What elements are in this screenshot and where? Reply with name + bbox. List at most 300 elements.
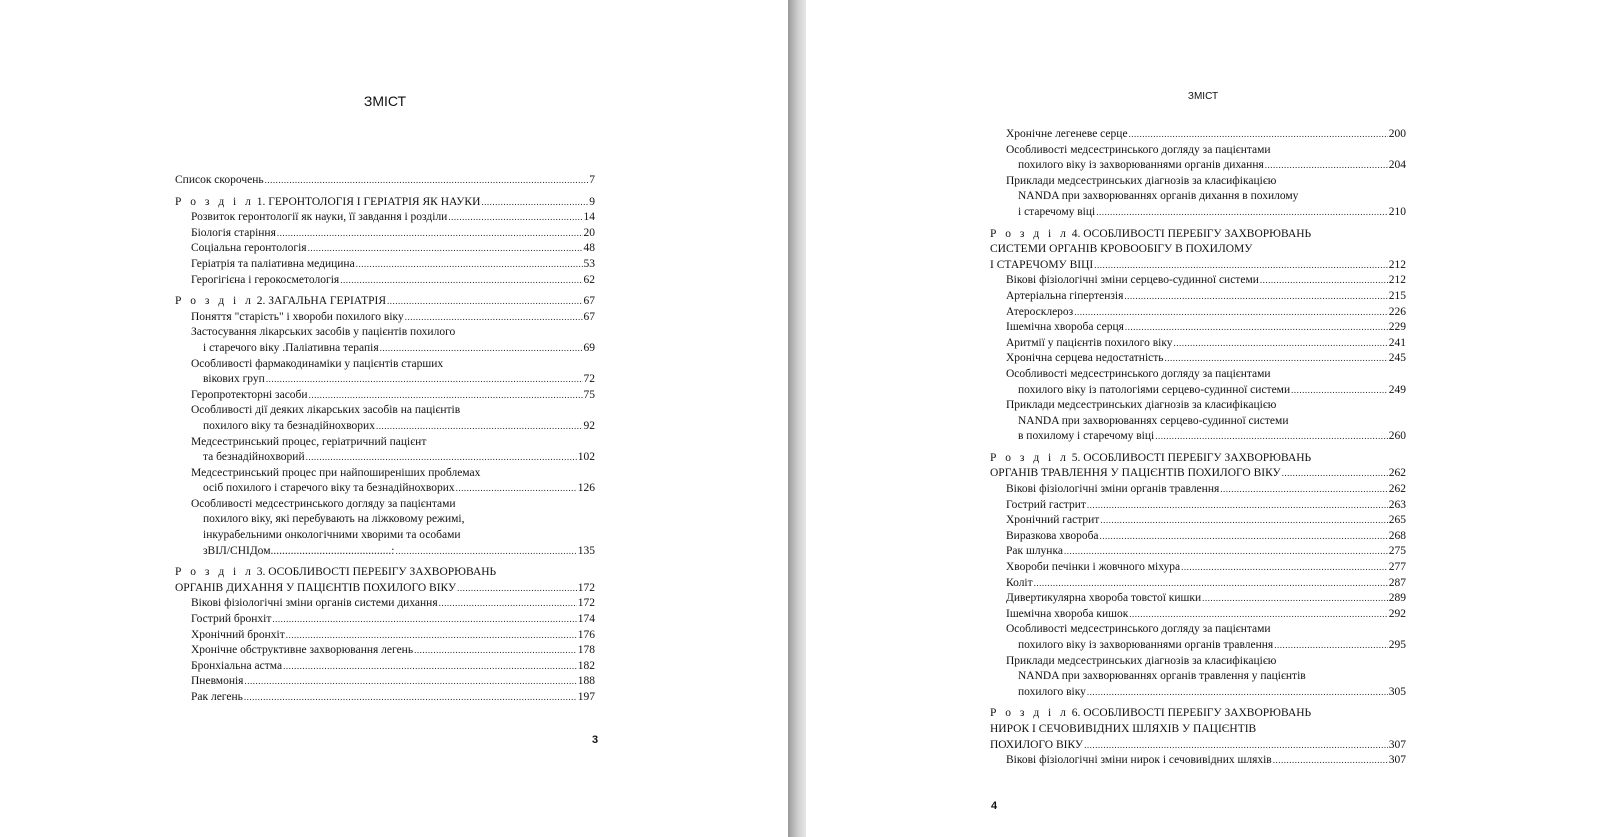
toc-entry-title bbox=[1006, 482, 1219, 498]
dot-leader bbox=[1100, 529, 1388, 545]
toc-page-number: 277 bbox=[1388, 561, 1406, 574]
dot-leader bbox=[405, 310, 583, 326]
toc-entry bbox=[175, 195, 595, 211]
toc-entry-text: Особливості дії деяких лікарських засобів на пацієнтів bbox=[191, 404, 461, 417]
toc-entry bbox=[990, 429, 1406, 445]
toc-page-number: 62 bbox=[583, 273, 595, 286]
toc-page-number: 210 bbox=[1388, 205, 1406, 218]
toc-entry-text: Медсестринський процес при найпоширеніших проблемах bbox=[191, 466, 481, 479]
toc-page-number: 265 bbox=[1388, 514, 1406, 527]
toc-entry bbox=[990, 753, 1406, 769]
dot-leader bbox=[1174, 336, 1388, 352]
toc-entry-text: ПОХИЛОГО ВІКУ bbox=[990, 738, 1084, 751]
dot-leader bbox=[265, 173, 589, 189]
page-title: ЗМІСТ bbox=[1187, 91, 1219, 102]
toc-entry-title bbox=[1018, 415, 1288, 427]
toc-entry-text: Хронічне обструктивне захворювання легень bbox=[191, 644, 414, 657]
section-label: Р о з д і л bbox=[175, 566, 254, 579]
toc-entry-text: Приклади медсестринських діагнозів за класифікацією bbox=[1006, 399, 1277, 412]
toc-entry bbox=[990, 205, 1406, 221]
toc-entry-line bbox=[990, 722, 1406, 738]
toc-page-number: 9 bbox=[589, 195, 595, 208]
dot-leader bbox=[266, 372, 583, 388]
toc-page-number: 307 bbox=[1388, 738, 1406, 751]
toc-page-number: 69 bbox=[583, 341, 595, 354]
dot-leader bbox=[1129, 127, 1388, 143]
toc-entry-text: Особливості фармакодинаміки у пацієнтів старших bbox=[191, 357, 444, 370]
dot-leader bbox=[1273, 753, 1388, 769]
toc-entry-title bbox=[1018, 190, 1298, 202]
toc-entry-text: Особливості медсестринського догляду за пацієнтами bbox=[1006, 623, 1271, 636]
toc-page-number: 305 bbox=[1388, 685, 1406, 698]
toc-entry bbox=[175, 294, 595, 310]
toc-page-number: 215 bbox=[1388, 289, 1406, 302]
toc-page-number: 289 bbox=[1388, 592, 1406, 605]
toc-entry-text: Аритмії у пацієнтів похилого віку bbox=[1006, 336, 1173, 349]
toc-entry-text: похилого віку із патологіями серцево-судинної системи bbox=[1018, 383, 1291, 396]
toc-entry-text: Особливості медсестринського догляду за пацієнтами bbox=[1006, 143, 1271, 156]
toc-entry-text: і старечому віці bbox=[1018, 205, 1096, 218]
dot-leader bbox=[1220, 482, 1387, 498]
toc-entry-title bbox=[203, 372, 265, 388]
toc-entry-title bbox=[203, 529, 461, 541]
toc-entry-title bbox=[1018, 205, 1095, 221]
table-of-contents bbox=[990, 127, 1406, 769]
toc-page-number: 20 bbox=[583, 226, 595, 239]
toc-entry bbox=[990, 258, 1406, 274]
toc-entry bbox=[175, 643, 595, 659]
toc-entry-title bbox=[203, 513, 465, 525]
toc-page-number: 200 bbox=[1388, 128, 1406, 140]
dot-leader bbox=[244, 674, 576, 690]
toc-entry bbox=[175, 341, 595, 357]
toc-page-number: 102 bbox=[577, 451, 595, 464]
toc-entry-title bbox=[1018, 429, 1154, 445]
toc-entry bbox=[990, 273, 1406, 289]
dot-leader bbox=[1094, 258, 1388, 274]
toc-entry-title bbox=[191, 659, 282, 675]
toc-entry-text: Герогігієна і герокосметологія bbox=[191, 273, 340, 286]
page-number: 3 bbox=[592, 734, 599, 746]
toc-entry-text: Застосування лікарських засобів у пацієнтів похилого bbox=[191, 326, 456, 339]
dot-leader bbox=[1165, 351, 1388, 367]
toc-entry-text: Біологія старіння bbox=[191, 226, 276, 239]
toc-entry bbox=[990, 685, 1406, 701]
toc-entry-line bbox=[990, 143, 1406, 159]
toc-entry-text: Геріатрія та паліативна медицина bbox=[191, 257, 355, 270]
dot-leader bbox=[1084, 738, 1388, 754]
toc-entry-title bbox=[1006, 289, 1123, 305]
toc-entry-text: інкурабельними онкологічними хворими та особами bbox=[203, 529, 461, 542]
toc-entry bbox=[175, 674, 595, 690]
toc-entry-title bbox=[1018, 670, 1306, 682]
toc-entry-text: 1. ГЕРОНТОЛОГІЯ І ГЕРІАТРІЯ ЯК НАУКИ bbox=[253, 195, 481, 208]
toc-entry-text: Хвороби печінки і жовчного міхура bbox=[1006, 561, 1181, 574]
toc-entry-line bbox=[990, 398, 1406, 414]
toc-entry-title bbox=[175, 195, 480, 211]
toc-page-number: 174 bbox=[577, 613, 595, 626]
dot-leader bbox=[448, 210, 582, 226]
toc-entry-title bbox=[191, 388, 308, 404]
toc-entry bbox=[990, 336, 1406, 352]
toc-page-number: 178 bbox=[577, 644, 595, 657]
toc-entry-title bbox=[1006, 498, 1086, 514]
dot-leader bbox=[376, 419, 583, 435]
toc-page-number: 287 bbox=[1388, 576, 1406, 589]
toc-entry-text: Гострий гастрит bbox=[1006, 498, 1086, 511]
toc-entry-text: Вікові фізіологічні зміни органів системи дихання bbox=[191, 597, 438, 610]
toc-entry-line bbox=[990, 189, 1406, 205]
toc-entry-line bbox=[175, 528, 595, 544]
toc-entry-line bbox=[990, 622, 1406, 638]
toc-entry-title bbox=[191, 498, 456, 510]
toc-entry-text: похилого віку, які перебувають на ліжковому режимі, bbox=[203, 513, 465, 526]
toc-entry bbox=[175, 372, 595, 388]
toc-entry-title bbox=[191, 628, 285, 644]
toc-entry-text: в похилому і старечому віці bbox=[1018, 430, 1155, 443]
toc-entry-text: Атеросклероз bbox=[1006, 305, 1074, 318]
toc-page-number: 92 bbox=[583, 419, 595, 432]
toc-entry-title bbox=[1006, 320, 1124, 336]
dot-leader bbox=[1096, 205, 1388, 221]
toc-entry-title bbox=[191, 643, 413, 659]
dot-leader bbox=[308, 241, 583, 257]
toc-entry-text: Вікові фізіологічні зміни серцево-судинної системи bbox=[1006, 274, 1259, 287]
dot-leader bbox=[309, 388, 583, 404]
dot-leader bbox=[456, 481, 577, 497]
toc-entry-text: похилого віку bbox=[1018, 685, 1086, 698]
toc-entry-title bbox=[1006, 351, 1164, 367]
toc-entry-title bbox=[1006, 529, 1099, 545]
toc-entry-title bbox=[175, 566, 496, 578]
toc-entry bbox=[990, 638, 1406, 654]
toc-entry-title bbox=[1018, 638, 1273, 654]
toc-page-number: 260 bbox=[1388, 430, 1406, 443]
toc-entry bbox=[990, 498, 1406, 514]
dot-leader bbox=[439, 596, 577, 612]
toc-page-number: 212 bbox=[1388, 258, 1406, 271]
toc-entry-text: Рак шлунка bbox=[1006, 545, 1063, 558]
dot-leader bbox=[277, 226, 583, 242]
toc-entry-title bbox=[191, 596, 438, 612]
toc-entry bbox=[990, 576, 1406, 592]
toc-entry-title bbox=[191, 436, 426, 448]
toc-page-number: 226 bbox=[1388, 305, 1406, 318]
toc-entry-line bbox=[175, 497, 595, 513]
toc-entry-title bbox=[191, 326, 455, 338]
toc-entry-text: і старечого віку .Паліативна терапія bbox=[203, 341, 379, 354]
toc-entry-title bbox=[191, 273, 339, 289]
toc-entry bbox=[175, 581, 595, 597]
dot-leader bbox=[1034, 576, 1388, 592]
toc-entry-text: 3. ОСОБЛИВОСТІ ПЕРЕБІГУ ЗАХВОРЮВАНЬ bbox=[253, 566, 497, 579]
toc-entry-title bbox=[203, 544, 394, 560]
toc-entry-text: Бронхіальна астма bbox=[191, 659, 283, 672]
toc-entry-text: СИСТЕМИ ОРГАНІВ КРОВООБІГУ В ПОХИЛОМУ bbox=[990, 243, 1253, 256]
toc-entry-title bbox=[990, 258, 1093, 274]
dot-leader bbox=[306, 450, 577, 466]
toc-entry-line bbox=[990, 451, 1406, 467]
toc-entry-text: Список скорочень bbox=[175, 174, 264, 186]
toc-entry-text: зВІЛ/СНІДом..........................................: bbox=[203, 544, 395, 557]
dot-leader bbox=[1087, 498, 1388, 514]
toc-entry bbox=[990, 482, 1406, 498]
toc-entry-text: осіб похилого і старечого віку та безнадійнохворих bbox=[203, 482, 455, 495]
toc-entry bbox=[175, 481, 595, 497]
toc-entry-text: Ішемічна хвороба кишок bbox=[1006, 607, 1129, 620]
toc-page-number: 263 bbox=[1388, 498, 1406, 511]
toc-page-number: 245 bbox=[1388, 352, 1406, 365]
toc-entry bbox=[175, 690, 595, 706]
toc-entry-line bbox=[990, 227, 1406, 243]
dot-leader bbox=[387, 294, 582, 310]
toc-entry-text: 6. ОСОБЛИВОСТІ ПЕРЕБІГУ ЗАХВОРЮВАНЬ bbox=[1068, 707, 1312, 720]
toc-entry-title bbox=[1006, 544, 1063, 560]
toc-page-number: 172 bbox=[577, 581, 595, 594]
dot-leader bbox=[414, 643, 577, 659]
dot-leader bbox=[1282, 466, 1388, 482]
toc-entry-text: Пневмонія bbox=[191, 675, 244, 688]
toc-entry-line bbox=[175, 357, 595, 373]
dot-leader bbox=[1087, 685, 1388, 701]
dot-leader bbox=[1100, 513, 1387, 529]
page-title: ЗМІСТ bbox=[363, 93, 407, 109]
toc-page-number: 307 bbox=[1388, 754, 1406, 767]
toc-entry-text: Хронічний бронхіт bbox=[191, 628, 285, 641]
toc-entry-text: Ішемічна хвороба серця bbox=[1006, 321, 1124, 334]
toc-page-number: 268 bbox=[1388, 529, 1406, 542]
toc-entry bbox=[175, 226, 595, 242]
dot-leader bbox=[380, 341, 583, 357]
toc-entry-title bbox=[1018, 158, 1264, 174]
toc-page-number: 182 bbox=[577, 659, 595, 672]
toc-entry-title bbox=[203, 450, 305, 466]
toc-entry-text: Особливості медсестринського догляду за пацієнтами bbox=[191, 497, 456, 510]
toc-page-number: 67 bbox=[583, 295, 595, 308]
toc-entry-text: та безнадійнохворий bbox=[203, 451, 305, 464]
toc-page-number: 75 bbox=[583, 388, 595, 401]
toc-entry-title bbox=[191, 241, 307, 257]
toc-page-number: 72 bbox=[583, 373, 595, 386]
toc-entry-text: Гострий бронхіт bbox=[191, 613, 272, 626]
toc-entry bbox=[990, 289, 1406, 305]
section-label: Р о з д і л bbox=[990, 451, 1069, 464]
toc-entry-title bbox=[1006, 655, 1276, 667]
dot-leader bbox=[272, 612, 576, 628]
toc-entry-text: NANDA при захворюваннях серцево-судинної системи bbox=[1018, 414, 1289, 427]
toc-entry bbox=[990, 351, 1406, 367]
toc-entry-line bbox=[990, 174, 1406, 190]
section-label: Р о з д і л bbox=[990, 227, 1069, 240]
toc-entry-text: Вікові фізіологічні зміни нирок і сечовивідних шляхів bbox=[1006, 754, 1272, 767]
toc-entry-text: похилого віку із захворюваннями органів травлення bbox=[1018, 639, 1274, 651]
toc-page-number: 229 bbox=[1388, 321, 1406, 334]
dot-leader bbox=[1202, 591, 1388, 607]
toc-entry bbox=[990, 127, 1406, 143]
toc-page-number: 197 bbox=[577, 691, 595, 703]
toc-entry bbox=[175, 310, 595, 326]
dot-leader bbox=[1074, 305, 1388, 321]
toc-entry bbox=[175, 628, 595, 644]
toc-entry bbox=[175, 544, 595, 560]
toc-entry-text: 5. ОСОБЛИВОСТІ ПЕРЕБІГУ ЗАХВОРЮВАНЬ bbox=[1068, 451, 1312, 464]
toc-entry-title bbox=[1006, 560, 1180, 576]
toc-entry-title bbox=[1018, 383, 1290, 399]
page-gutter bbox=[788, 0, 806, 837]
dot-leader bbox=[1125, 320, 1388, 336]
toc-entry-title bbox=[203, 341, 379, 357]
toc-entry-text: похилого віку із захворюваннями органів дихання bbox=[1018, 159, 1264, 172]
toc-entry-line bbox=[175, 325, 595, 341]
toc-entry-text: Поняття "старість" і хвороби похилого віку bbox=[191, 310, 404, 323]
toc-entry bbox=[175, 173, 595, 189]
dot-leader bbox=[1129, 607, 1387, 623]
toc-entry-title bbox=[191, 226, 276, 242]
toc-entry-title bbox=[1006, 336, 1173, 352]
toc-entry bbox=[990, 383, 1406, 399]
toc-page-number: 53 bbox=[583, 257, 595, 270]
toc-entry-line bbox=[990, 414, 1406, 430]
dot-leader bbox=[1274, 638, 1388, 654]
toc-page-number: 275 bbox=[1388, 545, 1406, 558]
dot-leader bbox=[457, 581, 577, 597]
toc-entry bbox=[175, 241, 595, 257]
dot-leader bbox=[283, 659, 577, 675]
toc-entry bbox=[175, 257, 595, 273]
toc-entry bbox=[990, 738, 1406, 754]
dot-leader bbox=[244, 690, 577, 706]
toc-entry-text: НИРОК І СЕЧОВИВІДНИХ ШЛЯХІВ У ПАЦІЄНТІВ bbox=[990, 722, 1257, 735]
table-of-contents bbox=[175, 173, 595, 706]
toc-page-number: 176 bbox=[577, 628, 595, 641]
toc-entry-title bbox=[191, 210, 447, 226]
dot-leader bbox=[1291, 383, 1388, 399]
toc-entry-text: NANDA при захворюваннях органів травлення у пацієнтів bbox=[1018, 670, 1306, 683]
toc-entry-title bbox=[1006, 623, 1271, 635]
toc-entry-title bbox=[1006, 576, 1033, 592]
toc-entry-text: Вікові фізіологічні зміни органів травлення bbox=[1006, 483, 1220, 496]
left-page bbox=[0, 0, 788, 837]
toc-page-number: 262 bbox=[1388, 483, 1406, 496]
toc-entry-text: NANDA при захворюваннях органів дихання в похилому bbox=[1018, 190, 1299, 203]
dot-leader bbox=[286, 628, 577, 644]
toc-entry bbox=[175, 450, 595, 466]
toc-entry-title bbox=[990, 228, 1311, 240]
toc-entry-text: 4. ОСОБЛИВОСТІ ПЕРЕБІГУ ЗАХВОРЮВАНЬ bbox=[1068, 227, 1312, 240]
toc-entry-title bbox=[191, 612, 271, 628]
toc-entry-title bbox=[203, 481, 455, 497]
toc-entry bbox=[175, 612, 595, 628]
toc-entry bbox=[990, 560, 1406, 576]
toc-entry-line bbox=[990, 654, 1406, 670]
toc-entry-title bbox=[1006, 607, 1128, 623]
toc-entry-text: І СТАРЕЧОМУ ВІЦІ bbox=[990, 258, 1094, 271]
toc-entry-title bbox=[191, 404, 460, 416]
toc-entry bbox=[175, 596, 595, 612]
dot-leader bbox=[1124, 289, 1387, 305]
toc-page-number: 292 bbox=[1388, 607, 1406, 620]
toc-entry-title bbox=[1006, 305, 1073, 321]
toc-entry-text: Особливості медсестринського догляду за пацієнтами bbox=[1006, 367, 1271, 380]
toc-entry bbox=[990, 466, 1406, 482]
toc-entry bbox=[990, 591, 1406, 607]
toc-page-number: 249 bbox=[1388, 383, 1406, 396]
toc-entry-line bbox=[990, 367, 1406, 383]
toc-entry bbox=[175, 419, 595, 435]
toc-entry bbox=[990, 305, 1406, 321]
toc-entry-title bbox=[1006, 127, 1128, 143]
right-page bbox=[806, 0, 1602, 837]
toc-entry-title bbox=[1018, 685, 1086, 701]
dot-leader bbox=[1260, 273, 1388, 289]
toc-page-number: 14 bbox=[583, 211, 595, 224]
toc-entry-title bbox=[191, 467, 480, 479]
toc-entry-text: Геропротекторні засоби bbox=[191, 388, 308, 401]
toc-page-number: 126 bbox=[577, 482, 595, 495]
toc-entry-text: Коліт bbox=[1006, 576, 1033, 589]
toc-entry-text: вікових груп bbox=[203, 373, 265, 386]
section-label: Р о з д і л bbox=[990, 707, 1069, 720]
toc-entry-text: Хронічний гастрит bbox=[1006, 514, 1100, 527]
dot-leader bbox=[1155, 429, 1388, 445]
toc-entry-title bbox=[1006, 591, 1201, 607]
toc-entry bbox=[990, 529, 1406, 545]
toc-entry-line bbox=[990, 706, 1406, 722]
toc-entry-text: Приклади медсестринських діагнозів за класифікацією bbox=[1006, 174, 1277, 187]
toc-page-number: 212 bbox=[1388, 274, 1406, 287]
toc-entry-title bbox=[1006, 753, 1272, 769]
toc-entry-text: Хронічна серцева недостатність bbox=[1006, 352, 1164, 365]
toc-page-number: 7 bbox=[589, 174, 595, 186]
toc-entry-title bbox=[191, 674, 243, 690]
toc-page-number: 204 bbox=[1388, 159, 1406, 172]
toc-page-number: 262 bbox=[1388, 467, 1406, 480]
toc-entry-title bbox=[1006, 399, 1276, 411]
toc-entry-title bbox=[990, 466, 1281, 482]
toc-entry bbox=[990, 158, 1406, 174]
toc-page-number: 172 bbox=[577, 597, 595, 610]
toc-entry-title bbox=[990, 738, 1083, 754]
toc-page-number: 241 bbox=[1388, 336, 1406, 349]
section-label: Р о з д і л bbox=[175, 195, 254, 208]
toc-page-number: 48 bbox=[583, 242, 595, 255]
toc-entry-title bbox=[191, 257, 355, 273]
toc-entry bbox=[175, 388, 595, 404]
toc-entry-text: 2. ЗАГАЛЬНА ГЕРІАТРІЯ bbox=[253, 295, 387, 308]
dot-leader bbox=[1064, 544, 1388, 560]
section-label: Р о з д і л bbox=[175, 295, 254, 308]
toc-entry-text: Виразкова хвороба bbox=[1006, 529, 1099, 542]
toc-entry-text: Розвиток геронтології як науки, її завдання і розділи bbox=[191, 211, 448, 224]
toc-entry-title bbox=[191, 310, 404, 326]
toc-entry-title bbox=[990, 707, 1311, 719]
toc-entry-text: Хронічне легеневе серце bbox=[1006, 128, 1128, 140]
toc-entry-title bbox=[1006, 513, 1099, 529]
toc-entry-title bbox=[175, 581, 456, 597]
toc-entry-line bbox=[990, 242, 1406, 258]
toc-entry-line bbox=[175, 512, 595, 528]
toc-entry-text: похилого віку та безнадійнохворих bbox=[203, 419, 375, 432]
toc-entry-text: Медсестринський процес, геріатричний пацієнт bbox=[191, 435, 427, 448]
dot-leader bbox=[340, 273, 582, 289]
toc-entry-title bbox=[1006, 144, 1271, 156]
dot-leader bbox=[395, 544, 576, 560]
toc-entry-text: ОРГАНІВ ТРАВЛЕННЯ У ПАЦІЄНТІВ ПОХИЛОГО ВІКУ bbox=[990, 467, 1281, 480]
toc-page-number: 135 bbox=[577, 544, 595, 557]
toc-entry-line bbox=[175, 435, 595, 451]
toc-entry-text: Соціальна геронтологія bbox=[191, 242, 307, 255]
toc-page-number: 67 bbox=[583, 310, 595, 323]
